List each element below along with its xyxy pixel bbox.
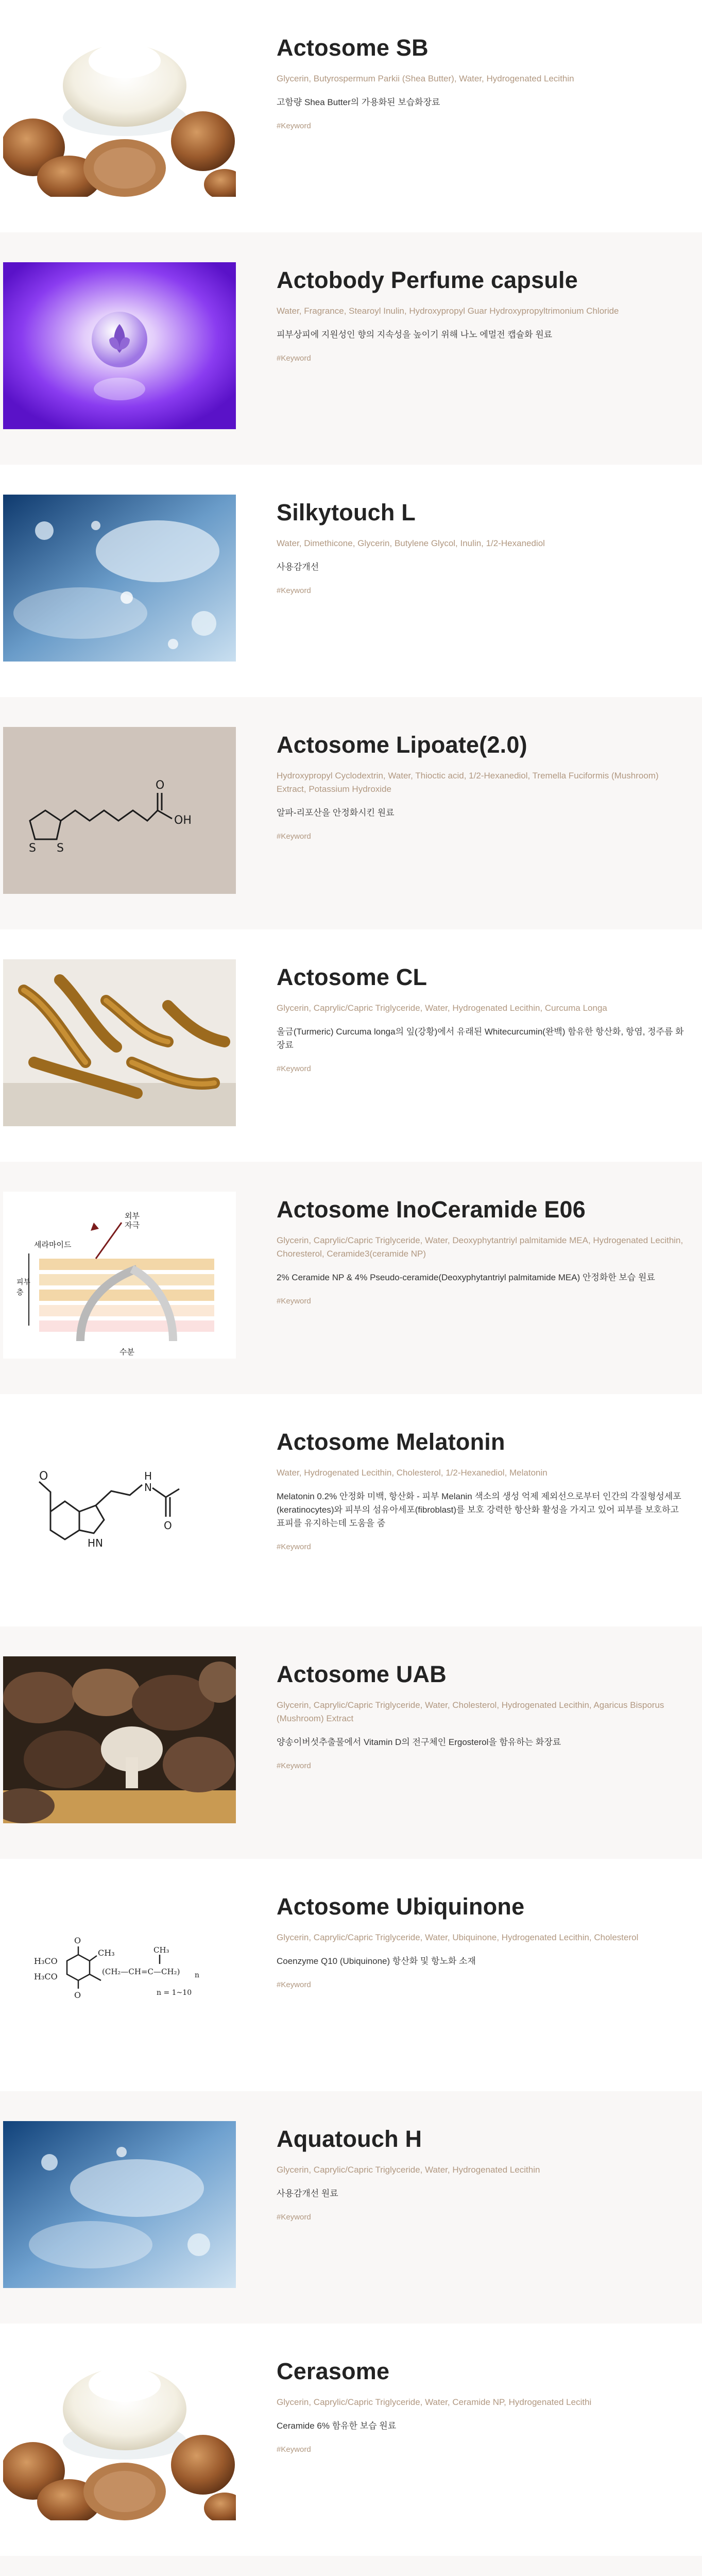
product-keyword-link[interactable]: #Keyword xyxy=(277,1296,311,1306)
structure-label-n: n xyxy=(195,1971,200,1979)
product-image-shea-butter[interactable] xyxy=(3,30,236,197)
water-splash-illustration xyxy=(3,495,236,662)
structure-label-n: N xyxy=(144,1481,152,1494)
product-info xyxy=(277,1429,689,1551)
product-info xyxy=(277,35,689,130)
structure-label-hn: HN xyxy=(88,1537,103,1549)
shea-butter-illustration xyxy=(3,2353,236,2520)
product-card xyxy=(0,2091,702,2324)
mushrooms-illustration xyxy=(3,1656,236,1823)
product-keyword-link[interactable]: #Keyword xyxy=(277,1761,311,1770)
product-keyword-link[interactable]: #Keyword xyxy=(277,586,311,595)
product-image-shea-butter[interactable] xyxy=(3,2353,236,2520)
product-keyword-link[interactable]: #Keyword xyxy=(277,1064,311,1073)
product-title: Actosome Ubiquinone xyxy=(277,1893,525,1920)
product-info xyxy=(277,964,689,1073)
product-description: 사용감개선 xyxy=(277,562,319,572)
ceramide-diagram-illustration xyxy=(3,1192,236,1359)
product-keyword-link[interactable]: #Keyword xyxy=(277,832,311,841)
product-card xyxy=(0,2556,702,2576)
product-ingredients: Glycerin, Caprylic/Capric Triglyceride, Water, Cholesterol, Hydrogenated Lecithin, Agaricus Bisporus (Mushroom) Extract xyxy=(277,1700,664,1723)
product-image-melatonin[interactable] xyxy=(3,1424,236,1591)
product-title: Actosome CL xyxy=(277,964,427,990)
product-info xyxy=(277,1662,689,1770)
diagram-label-skin: 피부 xyxy=(16,1278,31,1286)
perfume-orb-illustration xyxy=(3,262,236,429)
turmeric-roots-illustration xyxy=(3,959,236,1126)
product-keyword-link[interactable]: #Keyword xyxy=(277,353,311,363)
product-info xyxy=(277,1894,689,1989)
product-info xyxy=(277,267,689,363)
product-card xyxy=(0,0,702,232)
structure-label-oh: OH xyxy=(174,814,192,827)
product-description: 알파-리포산을 안정화시킨 원료 xyxy=(277,807,395,818)
product-ingredients: Glycerin, Caprylic/Capric Triglyceride, Water, Deoxyphytantriyl palmitamide MEA, Hydrogenated Lecithin, Choresterol, Ceramide3(ceramide NP) xyxy=(277,1235,683,1259)
lipoic-acid-structure-illustration xyxy=(3,727,236,894)
structure-label-h: H xyxy=(144,1470,152,1482)
product-keyword-link[interactable]: #Keyword xyxy=(277,2445,311,2454)
product-card xyxy=(0,465,702,697)
product-keyword-link[interactable]: #Keyword xyxy=(277,1980,311,1989)
structure-label-ch3-ring: CH₃ xyxy=(98,1948,115,1958)
product-info xyxy=(277,2126,689,2222)
structure-label-range: n = 1~10 xyxy=(157,1989,192,1997)
product-title: Silkytouch L xyxy=(277,499,416,526)
product-image-ubiquinone[interactable] xyxy=(3,1889,236,2056)
product-image-ceramide-diagram[interactable] xyxy=(3,1192,236,1359)
water-splash-illustration xyxy=(3,2121,236,2288)
product-title: Actosome InoCeramide E06 xyxy=(277,1196,586,1223)
product-image-perfume-orb[interactable] xyxy=(3,262,236,429)
product-card xyxy=(0,1626,702,1859)
product-ingredients: Glycerin, Caprylic/Capric Triglyceride, Water, Hydrogenated Lecithin, Curcuma Longa xyxy=(277,1003,607,1013)
product-keyword-link[interactable]: #Keyword xyxy=(277,1542,311,1551)
melatonin-structure-illustration xyxy=(3,1424,236,1591)
structure-label-h3co-top: H₃CO xyxy=(34,1956,58,1966)
product-image-lipoic-acid[interactable] xyxy=(3,727,236,894)
product-description: 사용감개선 원료 xyxy=(277,2188,338,2198)
product-ingredients: Glycerin, Caprylic/Capric Triglyceride, Water, Hydrogenated Lecithin xyxy=(277,2164,540,2175)
diagram-label-irritant: 자극 xyxy=(125,1221,140,1230)
diagram-label-ceramide: 세라마이드 xyxy=(34,1240,72,1249)
product-card xyxy=(0,232,702,465)
shea-butter-illustration xyxy=(3,30,236,197)
product-ingredients: Water, Fragrance, Stearoyl Inulin, Hydroxypropyl Guar Hydroxypropyltrimonium Chloride xyxy=(277,306,619,316)
product-card xyxy=(0,929,702,1162)
product-description: 고함량 Shea Butter의 가용화된 보습화장료 xyxy=(277,97,440,107)
product-info xyxy=(277,2359,689,2454)
product-card xyxy=(0,2324,702,2556)
product-ingredients: Water, Hydrogenated Lecithin, Cholesterol, 1/2-Hexanediol, Melatonin xyxy=(277,1467,547,1478)
structure-label-s2: S xyxy=(57,842,64,855)
structure-label-o2: O xyxy=(164,1519,172,1532)
structure-label-o: O xyxy=(156,779,165,792)
product-ingredients: Glycerin, Butyrospermum Parkii (Shea Butter), Water, Hydrogenated Lecithin xyxy=(277,73,574,83)
product-ingredients: Glycerin, Caprylic/Capric Triglyceride, Water, Ceramide NP, Hydrogenated Lecithi xyxy=(277,2397,592,2407)
product-ingredients: Glycerin, Caprylic/Capric Triglyceride, Water, Ubiquinone, Hydrogenated Lecithin, Cholesterol xyxy=(277,1932,639,1942)
product-ingredients: Water, Dimethicone, Glycerin, Butylene Glycol, Inulin, 1/2-Hexanediol xyxy=(277,538,545,548)
diagram-label-layer: 층 xyxy=(16,1289,24,1297)
product-card xyxy=(0,1859,702,2091)
product-info xyxy=(277,500,689,595)
product-description: Coenzyme Q10 (Ubiquinone) 항산화 및 항노화 소재 xyxy=(277,1956,476,1966)
product-description: Ceramide 6% 함유한 보습 원료 xyxy=(277,2420,397,2431)
structure-label-o-bottom: O xyxy=(74,1990,81,2000)
structure-label-s1: S xyxy=(29,842,36,855)
structure-label-ch3-chain: CH₃ xyxy=(153,1945,169,1955)
product-keyword-link[interactable]: #Keyword xyxy=(277,2212,311,2222)
product-image-water-splash[interactable] xyxy=(3,2121,236,2288)
product-card xyxy=(0,697,702,929)
product-title: Actosome Lipoate(2.0) xyxy=(277,732,527,758)
product-image-water-splash[interactable] xyxy=(3,495,236,662)
product-title: Actosome SB xyxy=(277,35,429,61)
product-title: Actosome Melatonin xyxy=(277,1429,505,1455)
product-title: Cerasome xyxy=(277,2358,390,2384)
product-description: 피부상피에 지원성인 향의 지속성을 높이기 위해 나노 에멀전 캡슐화 원료 xyxy=(277,329,553,340)
product-image-turmeric[interactable] xyxy=(3,959,236,1126)
diagram-label-external: 외부 xyxy=(125,1211,140,1221)
product-info xyxy=(277,1197,689,1306)
product-card xyxy=(0,1162,702,1394)
product-description: 양송이버섯추출물에서 Vitamin D의 전구체인 Ergosterol을 함유하는 화장료 xyxy=(277,1737,561,1747)
product-image-mushrooms[interactable] xyxy=(3,1656,236,1823)
product-title: Aquatouch H xyxy=(277,2126,422,2152)
product-keyword-link[interactable]: #Keyword xyxy=(277,121,311,130)
product-ingredients: Hydroxypropyl Cyclodextrin, Water, Thioctic acid, 1/2-Hexanediol, Tremella Fuciformis (Mushroom) Extract, Potassium Hydroxide xyxy=(277,770,659,794)
product-description: 2% Ceramide NP & 4% Pseudo-ceramide(Deoxyphytantriyl palmitamide MEA) 안정화한 보습 원료 xyxy=(277,1272,655,1282)
structure-label-h3co-bottom: H₃CO xyxy=(34,1972,58,1981)
product-title: Actosome UAB xyxy=(277,1661,447,1687)
structure-label-chain: (CH₂—CH=C—CH₂) xyxy=(102,1967,180,1976)
product-card xyxy=(0,1394,702,1626)
structure-label-o: O xyxy=(39,1470,48,1483)
product-description: 울금(Turmeric) Curcuma longa의 잎(강황)에서 유래된 Whitecurcumin(완백) 함유한 항산화, 항염, 정주름 화장료 xyxy=(277,1026,684,1050)
diagram-label-moisture: 수분 xyxy=(119,1347,134,1357)
product-info xyxy=(277,732,689,841)
product-description: Melatonin 0.2% 안정화 미백, 항산화 - 피부 Melanin 색소의 생성 억제 제외선으로부터 인간의 각질형성세포(keratinocytes)와 피부의 섬유아세포(fibroblast)를 보호 강력한 항산화 활성을 가지고 있어 피부를 보호하고 표피를 유지하는데 도움을 줌 xyxy=(277,1491,681,1528)
ubiquinone-structure-illustration xyxy=(3,1889,236,2056)
structure-label-o-top: O xyxy=(74,1936,81,1945)
product-title: Actobody Perfume capsule xyxy=(277,267,578,293)
